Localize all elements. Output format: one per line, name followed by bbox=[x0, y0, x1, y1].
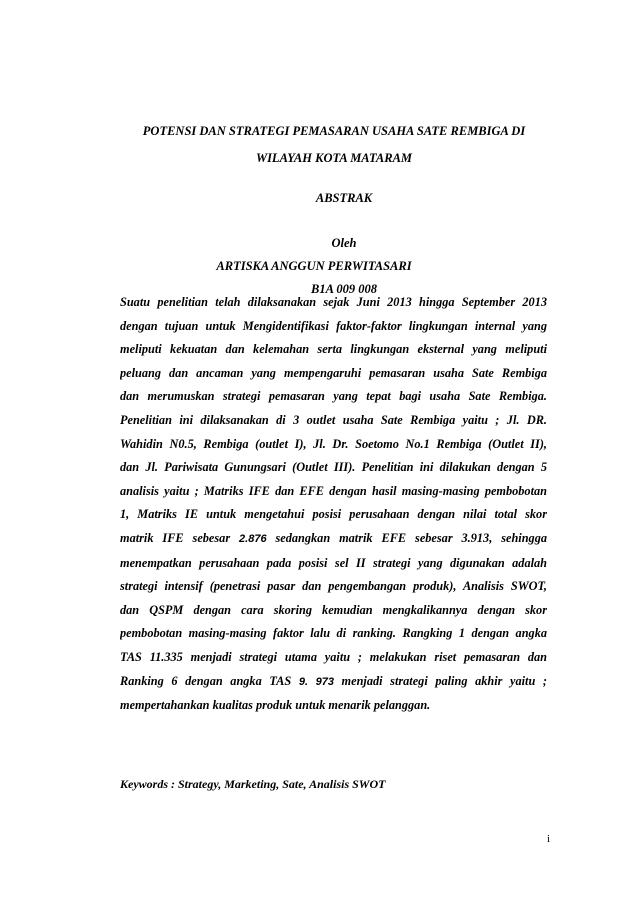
title-line-1: POTENSI DAN STRATEGI PEMASARAN USAHA SATE REMBIGA DI bbox=[142, 124, 526, 138]
abstract-line: mempertahankan kualitas produk untuk menarik pelanggan. bbox=[120, 698, 431, 713]
abstract-heading: ABSTRAK bbox=[315, 191, 373, 205]
abstract-line: Penelitian ini dilaksanakan di 3 outlet usaha Sate Rembiga yaitu ; Jl. DR. bbox=[120, 412, 547, 427]
title-line-2: WILAYAH KOTA MATARAM bbox=[255, 151, 413, 165]
abstract-line: 1, Matriks IE untuk mengetahui posisi perusahaan dengan nilai total skor bbox=[120, 507, 547, 522]
abstract-line: menempatkan perusahaan pada posisi sel II strategi yang digunakan adalah bbox=[120, 555, 547, 570]
author-name: ARTISKA ANGGUN PERWITASARI bbox=[216, 259, 412, 273]
abstract-line bbox=[120, 527, 547, 552]
abstract-line: meliputi kekuatan dan kelemahan serta lingkungan eksternal yang meliputi bbox=[120, 342, 547, 357]
abstract-line-number: 2.876 bbox=[239, 532, 267, 545]
student-id: B1A 009 008 bbox=[311, 282, 377, 296]
abstract-line: dan Jl. Pariwisata Gunungsari (Outlet III). Penelitian ini dilakukan dengan 5 bbox=[120, 460, 547, 475]
abstract-line-text: sedangkan matrik EFE sebesar 3.913, sehingga bbox=[266, 530, 547, 545]
abstract-line: peluang dan ancaman yang mempengaruhi pemasaran usaha Sate Rembiga bbox=[120, 365, 547, 380]
abstract-line: dan QSPM dengan cara skoring kemudian mengkalikannya dengan skor bbox=[120, 602, 547, 617]
page-number: i bbox=[546, 833, 550, 845]
abstract-line-text: matrik IFE sebesar bbox=[120, 530, 240, 545]
abstract-line-number: 9. 973 bbox=[298, 675, 334, 688]
abstract-line: Suatu penelitian telah dilaksanakan sejak Juni 2013 hingga September 2013 bbox=[120, 295, 547, 309]
abstract-line bbox=[120, 670, 547, 695]
abstract-line: analisis yaitu ; Matriks IFE dan EFE dengan hasil masing-masing pembobotan bbox=[120, 483, 547, 498]
abstract-line: Wahidin N0.5, Rembiga (outlet I), Jl. Dr. Soetomo No.1 Rembiga (Outlet II), bbox=[120, 436, 547, 451]
abstract-line: TAS 11.335 menjadi strategi utama yaitu ; melakukan riset pemasaran dan bbox=[120, 649, 547, 664]
abstract-line-text: Ranking 6 dengan angka TAS bbox=[120, 673, 299, 688]
abstract-line: dengan tujuan untuk Mengidentifikasi faktor-faktor lingkungan internal yang bbox=[120, 318, 547, 333]
abstract-line: strategi intensif (penetrasi pasar dan pengembangan produk), Analisis SWOT, bbox=[120, 579, 547, 594]
abstract-body bbox=[120, 291, 547, 718]
abstract-line: dan merumuskan strategi pemasaran yang tepat bagi usaha Sate Rembiga. bbox=[120, 389, 547, 404]
abstract-line-text: menjadi strategi paling akhir yaitu ; bbox=[333, 673, 547, 688]
abstract-line: pembobotan masing-masing faktor lalu di ranking. Rangking 1 dengan angka bbox=[120, 626, 547, 641]
by-label: Oleh bbox=[331, 236, 357, 250]
keywords: Keywords : Strategy, Marketing, Sate, Analisis SWOT bbox=[120, 777, 386, 791]
